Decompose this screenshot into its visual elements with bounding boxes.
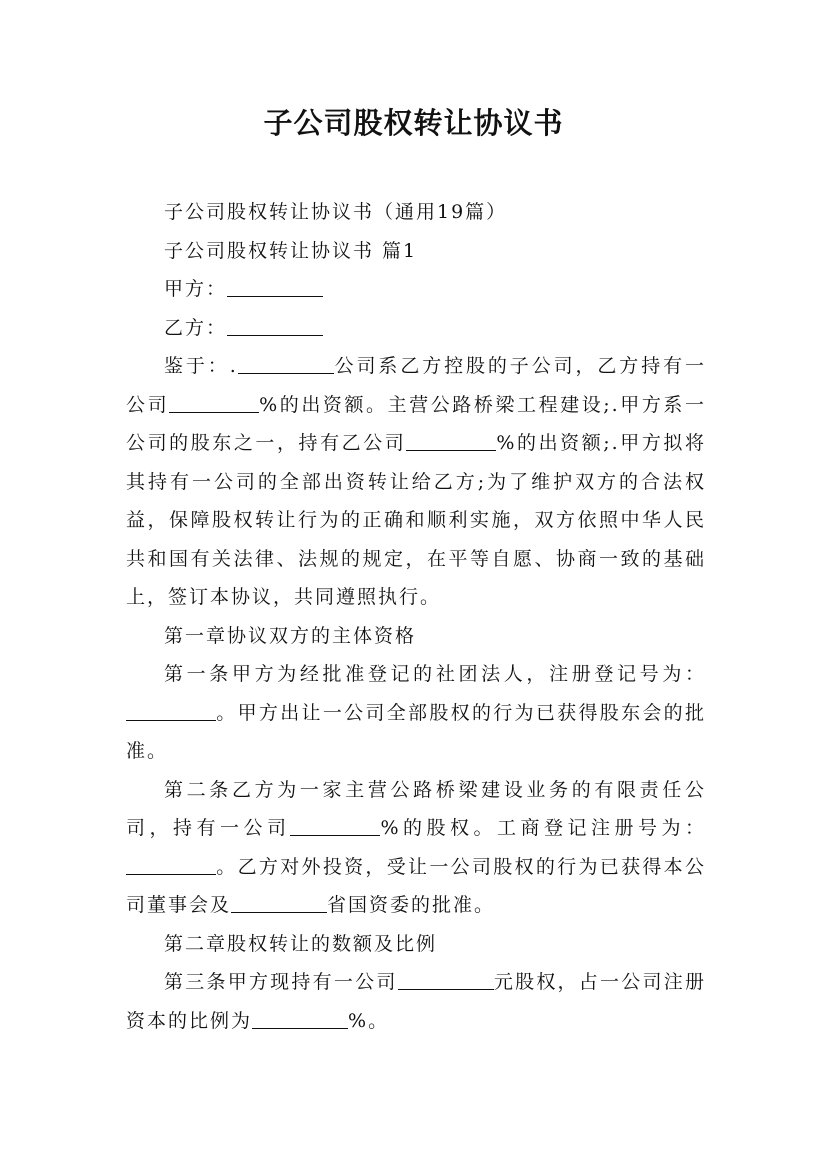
paragraph-subtitle	[126, 193, 706, 232]
blank-field	[398, 970, 494, 990]
paragraph-text: 元股权，占一公司注册资本的比例为	[126, 971, 706, 1032]
party-a-line	[126, 270, 706, 309]
paragraph-section-heading	[126, 232, 706, 271]
party-b-label: 乙方：	[164, 316, 228, 339]
paragraph-text: %。	[348, 1009, 390, 1032]
paragraph-text: %的股权。工商登记注册号为：	[380, 817, 706, 839]
blank-field	[227, 277, 323, 297]
document-title: 子公司股权转让协议书	[263, 106, 564, 140]
article-2	[126, 771, 706, 925]
paragraph-text: %的出资额;.甲方拟将其持有一公司的全部出资转让给乙方;为了维护双方的合法权益，保障股权转让行为的正确和顺利实施，双方依照中华人民共和国有关法律、法规的规定，在平等自愿、协商一致的基础上，签订本协议，共同遵照执行。	[126, 432, 706, 608]
paragraph-text: 。乙方对外投资，受让一公司股权的行为已获得本公司董事会及	[126, 855, 706, 916]
paragraph-text: 省国资委的批准。	[327, 894, 496, 916]
paragraph-text: 子公司股权转让协议书 篇1	[164, 239, 418, 262]
blank-field	[406, 431, 496, 451]
paragraph-text: 公司系乙方控股的子公司，乙方持有一公司	[126, 355, 706, 416]
paragraph-text: 第三条甲方现持有一公司	[164, 971, 398, 993]
party-b-line	[126, 309, 706, 348]
paragraph-text: 鉴于：.	[164, 355, 238, 377]
chapter-heading-2	[126, 925, 706, 964]
paragraph-text: 。甲方出让一公司全部股权的行为已获得股东会的批准。	[126, 701, 706, 762]
blank-field	[126, 855, 216, 875]
paragraph-text: 第一条甲方为经批准登记的社团法人，注册登记号为：	[164, 663, 706, 685]
blank-field	[238, 354, 334, 374]
document-body	[126, 193, 706, 1040]
blank-field	[252, 1009, 348, 1029]
party-a-label: 甲方：	[164, 278, 228, 300]
paragraph-text: 第二章股权转让的数额及比例	[164, 932, 438, 955]
article-1	[126, 655, 706, 771]
blank-field	[290, 816, 380, 836]
blank-field	[126, 701, 216, 721]
paragraph-text: 子公司股权转让协议书（通用19篇）	[164, 201, 508, 223]
blank-field	[231, 893, 327, 913]
paragraph-text: %的出资额。主营公路桥梁工程建设;.甲方系一公司的股东之一，持有乙公司	[126, 393, 706, 454]
blank-field	[227, 316, 323, 336]
chapter-heading-1	[126, 617, 706, 656]
paragraph-whereas	[126, 347, 706, 617]
paragraph-text: 第一章协议双方的主体资格	[164, 624, 417, 647]
paragraph-text: 第二条乙方为一家主营公路桥梁建设业务的有限责任公司，持有一公司	[126, 778, 706, 839]
blank-field	[169, 393, 259, 413]
article-3	[126, 963, 706, 1040]
